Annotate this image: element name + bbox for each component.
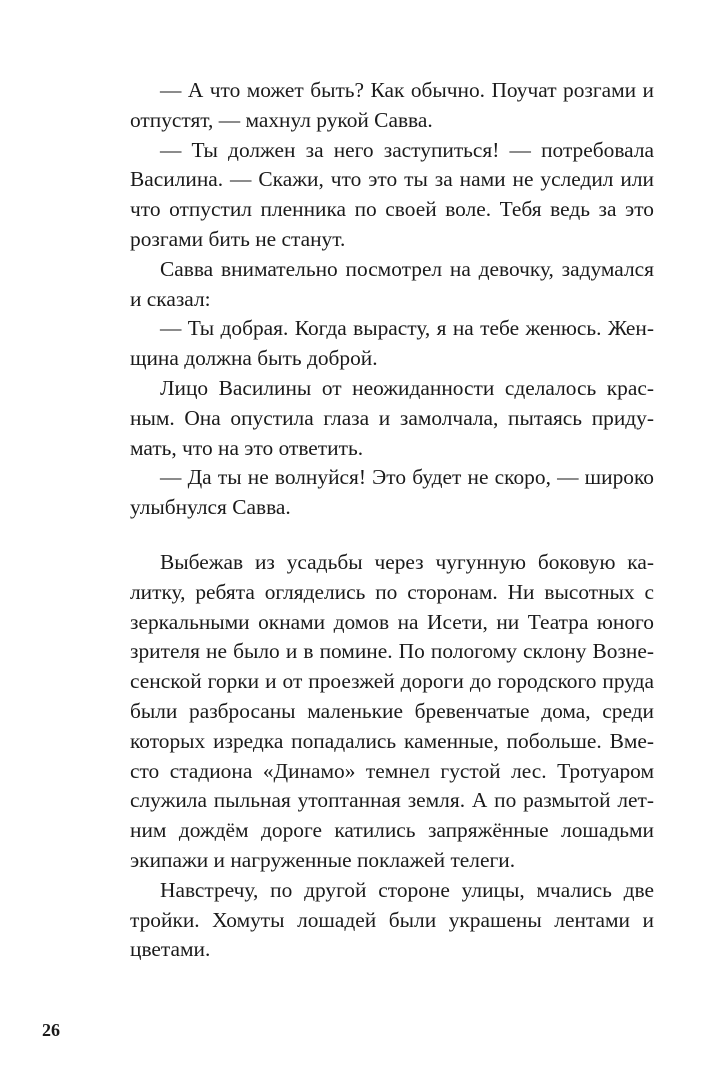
paragraph: Выбежав из усадьбы через чугунную боковую калитку, ребята огляделись по сторонам. Ни высотных с зеркальными окнами домов на Исети, ни Театра юного зрителя не было и в помине. По пологому склону Вознесенской горки и от проезжей дороги до городского пруда были разбросаны маленькие бревенчатые дома, среди которых изредка попадались каменные, побольше. Вместо стадиона «Динамо» темнел густой лес. Тротуаром служила пыльная утоптанная земля. А по размытой летним дождём дороге катились запряжённые лошадьми экипажи и нагруженные поклажей телеги. [130,550,654,872]
text-section-dialogue [130,76,654,523]
text-section-street [130,548,654,965]
paragraph: Савва внимательно посмотрел на девочку, задумался и сказал: [130,256,654,311]
paragraph: — А что может быть? Как обычно. Поучат розгами и отпустят, — махнул рукой Савва. [130,78,654,132]
paragraph: Лицо Василины от неожиданности сделалось красным. Она опустила глаза и замолчала, пытаясь придумать, что на это ответить. [130,375,654,460]
paragraph: — Да ты не волнуйся! Это будет не скоро, — широко улыбнулся Савва. [130,465,654,520]
paragraph: — Ты добрая. Когда вырасту, я на тебе женюсь. Женщина должна быть доброй. [130,316,654,371]
paragraph: Навстречу, по другой стороне улицы, мчались две тройки. Хомуты лошадей были украшены лентами и цветами. [130,877,654,962]
paragraph: — Ты должен за него заступиться! — потребовала Василина. — Скажи, что это ты за нами не уследил или что отпустил пленника по своей воле. Тебя ведь за это розгами бить не станут. [130,137,654,251]
page-number: 26 [42,1020,60,1040]
